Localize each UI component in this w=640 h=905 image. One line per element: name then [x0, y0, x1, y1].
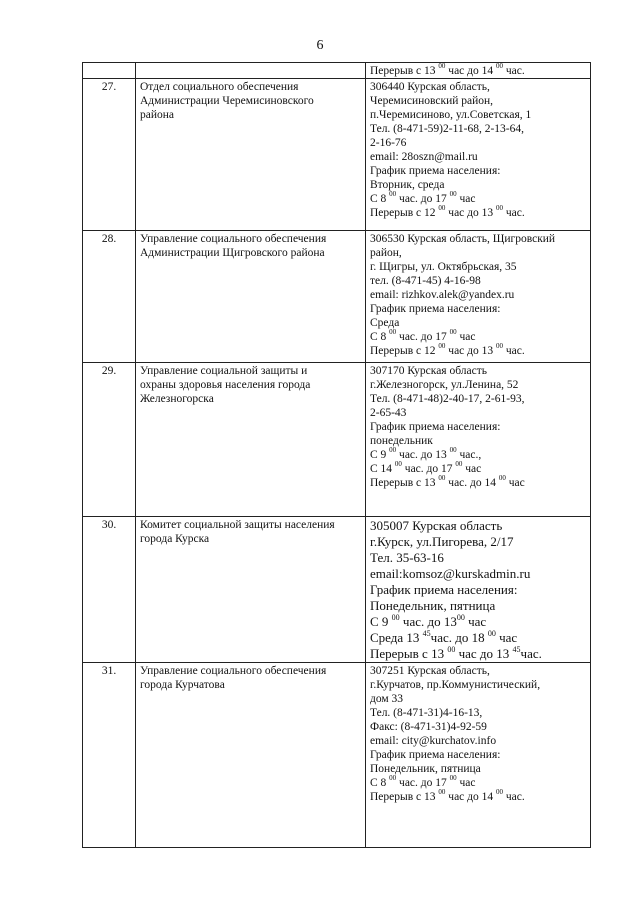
row-number: 31.	[83, 663, 136, 848]
text-line	[370, 692, 586, 706]
text-line	[370, 448, 586, 462]
text-line	[370, 646, 586, 662]
line-segment: Черемисиновский район,	[370, 95, 494, 107]
line-segment: 306530 Курская область, Щигровский	[370, 233, 556, 245]
organization-name-line: города Курчатова	[140, 679, 225, 691]
superscript-minutes: 45	[422, 628, 431, 638]
line-segment: час.,	[456, 449, 482, 461]
organization-name	[136, 517, 366, 663]
line-segment: Перерыв с 12	[370, 345, 439, 357]
line-segment: email: 28oszn@mail.ru	[370, 151, 478, 163]
superscript-minutes: 00	[389, 446, 397, 455]
text-line	[370, 330, 586, 344]
superscript-minutes: 00	[496, 62, 503, 71]
organization-name	[136, 231, 366, 363]
organization-name-line: Отдел социального обеспечения	[140, 81, 299, 93]
line-segment: Факс: (8-471-31)4-92-59	[370, 721, 487, 733]
superscript-minutes: 00	[455, 460, 463, 469]
row-number: 28.	[83, 231, 136, 363]
text-line	[370, 288, 586, 302]
line-segment: час. до 13	[399, 614, 457, 629]
line-segment: час	[495, 630, 518, 645]
line-segment: час. до 13	[396, 449, 450, 461]
text-line	[370, 150, 586, 164]
line-segment: час.	[520, 646, 542, 661]
line-segment: Вторник, среда	[370, 179, 445, 191]
line-segment: Понедельник, пятница	[370, 763, 481, 775]
line-segment: понедельник	[370, 435, 433, 447]
line-segment: С 14	[370, 463, 395, 475]
superscript-minutes: 00	[456, 612, 465, 622]
table-body	[83, 63, 591, 848]
line-segment: час до 13	[445, 207, 496, 219]
line-segment: График приема населения:	[370, 582, 518, 597]
superscript-minutes: 00	[438, 474, 446, 483]
line-segment: г.Курчатов, пр.Коммунистический,	[370, 679, 541, 691]
line-segment: час. до 17	[396, 193, 450, 205]
organization-name-line: Комитет социальной защиты населения	[140, 519, 335, 531]
text-line	[370, 434, 586, 448]
line-segment: Перерыв с 13	[370, 791, 439, 803]
line-segment: email:komsoz@kurskadmin.ru	[370, 566, 531, 581]
superscript-minutes: 00	[438, 62, 446, 71]
contact-info	[366, 663, 591, 848]
line-segment: час. до 14	[445, 477, 499, 489]
text-line	[370, 518, 586, 534]
line-segment: дом 33	[370, 693, 404, 705]
text-line	[370, 392, 586, 406]
line-segment: С 9	[370, 449, 390, 461]
superscript-minutes: 45	[512, 644, 521, 654]
superscript-minutes: 00	[389, 774, 397, 783]
superscript-minutes: 00	[498, 474, 506, 483]
line-segment: График приема населения:	[370, 303, 501, 315]
line-segment: г.Курск, ул.Пигорева, 2/17	[370, 534, 514, 549]
text-line	[370, 614, 586, 630]
superscript-minutes: 00	[449, 190, 457, 199]
organization-name	[136, 79, 366, 231]
text-line	[370, 762, 586, 776]
superscript-minutes: 00	[438, 788, 446, 797]
table-row	[83, 663, 591, 848]
line-segment: час	[464, 614, 487, 629]
text-line	[370, 364, 586, 378]
line-segment: График приема населения:	[370, 421, 501, 433]
text-line	[370, 776, 586, 790]
social-services-table	[82, 62, 591, 848]
superscript-minutes: 00	[389, 328, 397, 337]
text-line	[370, 550, 586, 566]
text-line	[370, 178, 586, 192]
line-segment: Перерыв с 13	[370, 646, 448, 661]
contact-info	[366, 231, 591, 363]
text-line	[370, 630, 586, 646]
text-line	[370, 534, 586, 550]
line-segment: район,	[370, 247, 402, 259]
line-segment: г.Железногорск, ул.Ленина, 52	[370, 379, 519, 391]
page-number: 6	[316, 38, 324, 53]
organization-name-line: района	[140, 109, 175, 121]
text-line	[370, 302, 586, 316]
line-segment: час. до 17	[396, 777, 450, 789]
superscript-minutes: 00	[449, 774, 457, 783]
carryover-name-cell	[136, 63, 366, 79]
line-segment: 307251 Курская область,	[370, 665, 490, 677]
carryover-row	[83, 63, 591, 79]
text-line	[370, 420, 586, 434]
organization-name	[136, 363, 366, 517]
line-segment: п.Черемисиново, ул.Советская, 1	[370, 109, 532, 121]
line-segment: Перерыв с 12	[370, 207, 439, 219]
line-segment: час	[456, 777, 476, 789]
text-line	[370, 192, 586, 206]
organization-name-line: Администрации Черемисиновского	[140, 95, 314, 107]
superscript-minutes: 00	[449, 328, 457, 337]
text-line	[370, 246, 586, 260]
text-line	[370, 664, 586, 678]
line-segment: 2-16-76	[370, 137, 407, 149]
contact-info	[366, 517, 591, 663]
line-segment: Среда 13	[370, 630, 423, 645]
table-row	[83, 231, 591, 363]
line-segment: Тел. (8-471-59)2-11-68, 2-13-64,	[370, 123, 525, 135]
line-segment: Понедельник, пятница	[370, 598, 496, 613]
line-segment: час.	[503, 345, 525, 357]
line-segment: час.	[503, 207, 525, 219]
line-segment: час до 13	[445, 345, 496, 357]
row-number: 29.	[83, 363, 136, 517]
text-line	[370, 122, 586, 136]
organization-name-line: охраны здоровья населения города	[140, 379, 311, 391]
line-segment: Тел. (8-471-31)4-16-13,	[370, 707, 483, 719]
text-line	[370, 344, 586, 358]
text-line	[370, 274, 586, 288]
text-line	[370, 94, 586, 108]
line-segment: Среда	[370, 317, 400, 329]
line-segment: С 8	[370, 193, 390, 205]
text-line	[370, 406, 586, 420]
line-segment: час	[462, 463, 482, 475]
line-segment: час	[505, 477, 525, 489]
text-line	[370, 316, 586, 330]
organization-name-line: Управление социального обеспечения	[140, 665, 327, 677]
line-segment: час	[456, 193, 476, 205]
superscript-minutes: 00	[496, 342, 503, 351]
superscript-minutes: 00	[389, 190, 397, 199]
line-segment: email: city@kurchatov.info	[370, 735, 497, 747]
contact-info	[366, 79, 591, 231]
superscript-minutes: 00	[394, 460, 402, 469]
row-number: 30.	[83, 517, 136, 663]
organization-name-line: Управление социального обеспечения	[140, 233, 327, 245]
line-segment: час	[456, 331, 476, 343]
line-segment: час до 13	[455, 646, 513, 661]
line-segment: тел. (8-471-45) 4-16-98	[370, 275, 481, 287]
line-segment: час. до 17	[396, 331, 450, 343]
text-line	[370, 720, 586, 734]
carryover-info-cell	[366, 63, 591, 79]
text-line	[370, 260, 586, 274]
text-line	[370, 64, 586, 78]
text-line	[370, 566, 586, 582]
text-line	[370, 748, 586, 762]
line-segment: С 9	[370, 614, 392, 629]
line-segment: час до 14	[445, 791, 496, 803]
line-segment: 305007 Курская область	[370, 518, 503, 533]
line-segment: Тел. 35-63-16	[370, 550, 444, 565]
table-row	[83, 79, 591, 231]
organization-name-line: города Курска	[140, 533, 210, 545]
text-line	[370, 206, 586, 220]
line-segment: 306440 Курская область,	[370, 81, 490, 93]
line-segment: 307170 Курская область	[370, 365, 487, 377]
line-segment: email: rizhkov.alek@yandex.ru	[370, 289, 515, 301]
text-line	[370, 462, 586, 476]
text-line	[370, 582, 586, 598]
line-segment: С 8	[370, 331, 390, 343]
carryover-num-cell	[83, 63, 136, 79]
organization-name-line: Управление социальной защиты и	[140, 365, 308, 377]
superscript-minutes: 00	[487, 628, 496, 638]
line-segment: час. до 17	[401, 463, 456, 475]
table-row	[83, 363, 591, 517]
contact-info	[366, 363, 591, 517]
text-line	[370, 378, 586, 392]
line-segment: час. до 18	[430, 630, 488, 645]
line-segment: час.	[503, 65, 525, 77]
line-segment: 2-65-43	[370, 407, 407, 419]
superscript-minutes: 00	[449, 446, 457, 455]
line-segment: Тел. (8-471-48)2-40-17, 2-61-93,	[370, 393, 525, 405]
text-line	[370, 136, 586, 150]
text-line	[370, 706, 586, 720]
organization-name-line: Железногорска	[140, 393, 214, 405]
table-row	[83, 517, 591, 663]
line-segment: Перерыв с 13	[370, 65, 439, 77]
text-line	[370, 678, 586, 692]
superscript-minutes: 00	[438, 204, 446, 213]
line-segment: г. Щигры, ул. Октябрьская, 35	[370, 261, 517, 273]
superscript-minutes: 00	[496, 204, 503, 213]
superscript-minutes: 00	[391, 612, 400, 622]
text-line	[370, 790, 586, 804]
line-segment: Перерыв с 13	[370, 477, 439, 489]
row-number: 27.	[83, 79, 136, 231]
line-segment: График приема населения:	[370, 749, 501, 761]
text-line	[370, 80, 586, 94]
superscript-minutes: 00	[438, 342, 446, 351]
text-line	[370, 734, 586, 748]
line-segment: График приема населения:	[370, 165, 501, 177]
text-line	[370, 598, 586, 614]
line-segment: С 8	[370, 777, 390, 789]
text-line	[370, 232, 586, 246]
superscript-minutes: 00	[496, 788, 503, 797]
text-line	[370, 476, 586, 490]
text-line	[370, 108, 586, 122]
organization-name	[136, 663, 366, 848]
organization-name-line: Администрации Щигровского района	[140, 247, 325, 259]
superscript-minutes: 00	[447, 644, 456, 654]
line-segment: час.	[503, 791, 525, 803]
text-line	[370, 164, 586, 178]
line-segment: час до 14	[445, 65, 496, 77]
